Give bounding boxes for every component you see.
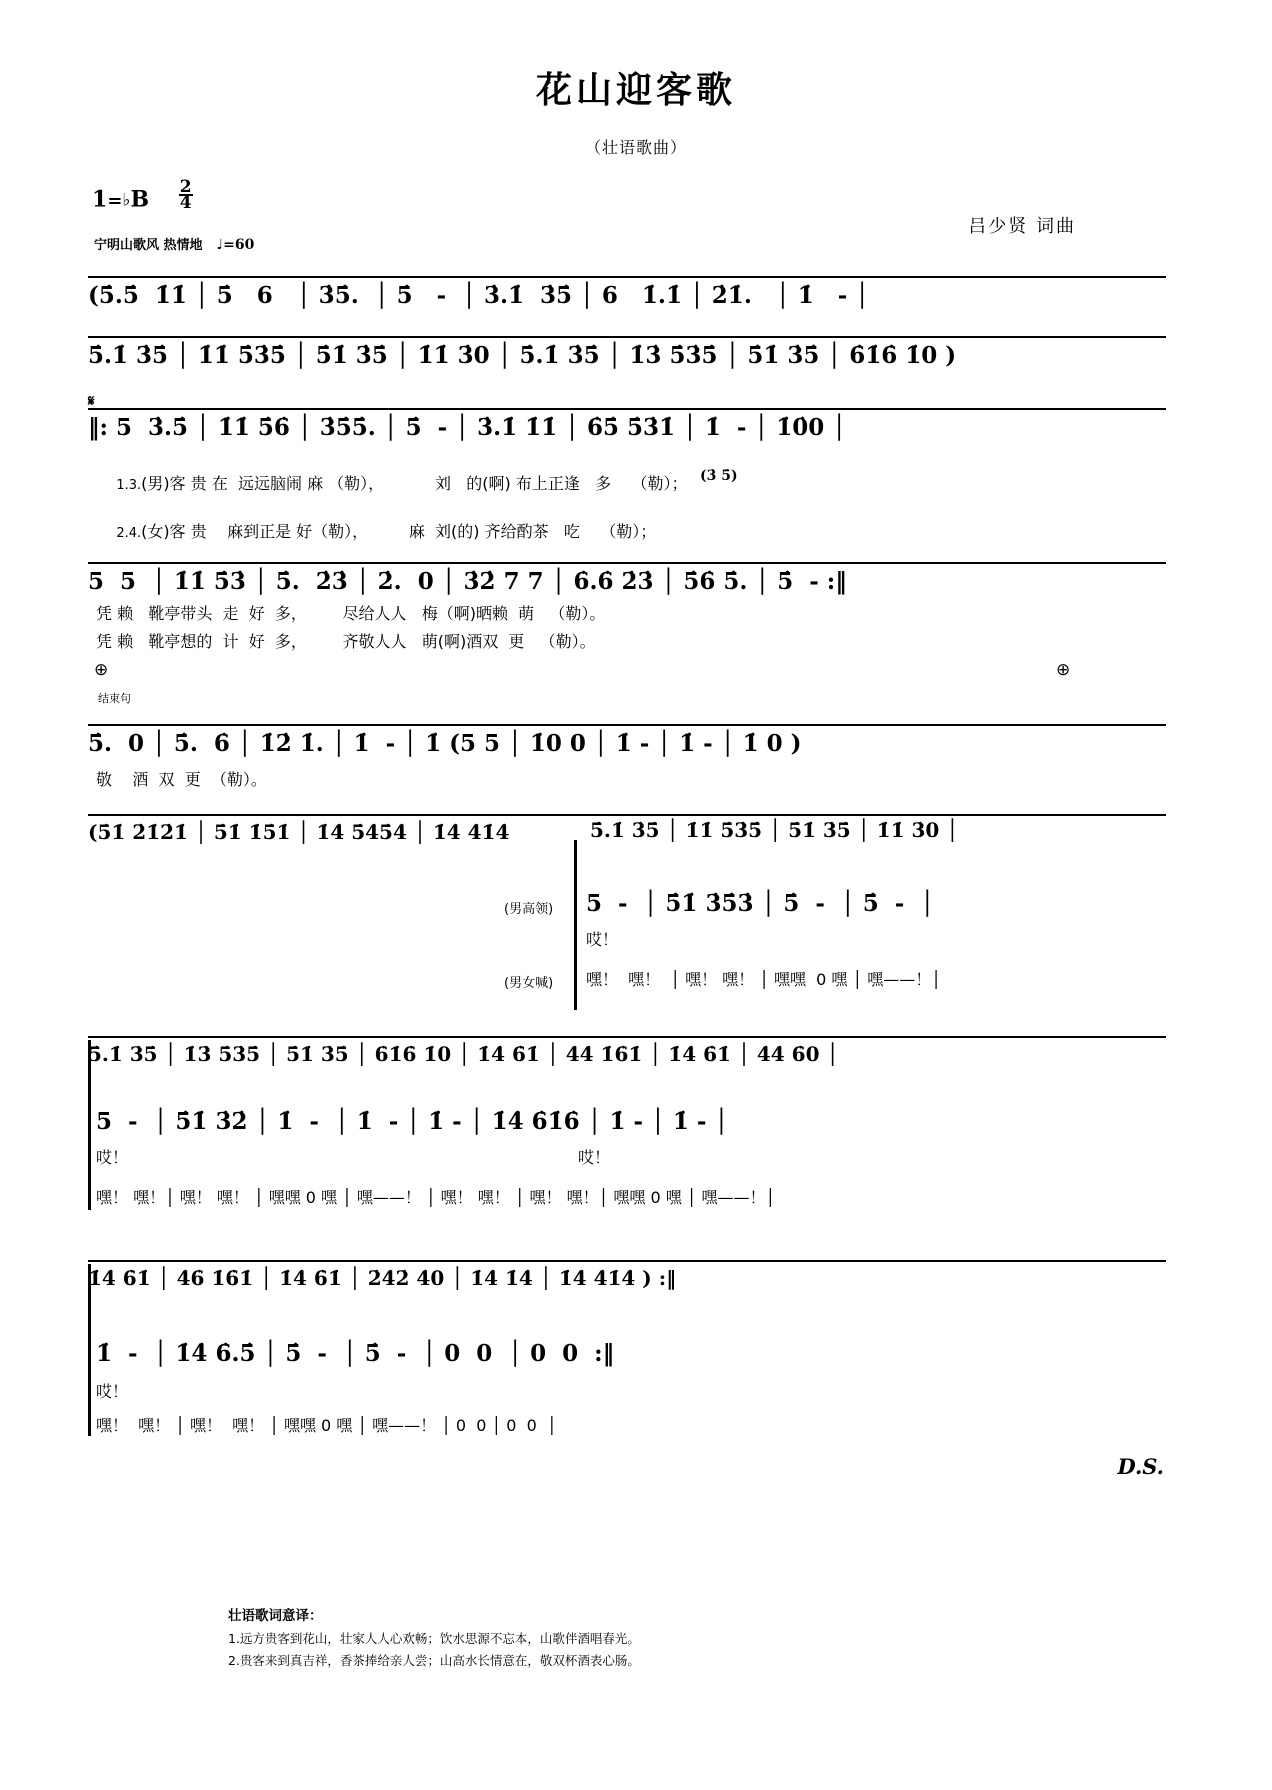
notes-chorus-2-mid: 1̇ - │ 1̇4̇ 6̇.5̇ │ 5̇ - │ 5̇ - │ 0 0 │ 0 0 :‖ — [96, 1340, 615, 1367]
sheet-music-page — [0, 62, 1272, 1790]
composer-credit: 吕少贤 词曲 — [968, 216, 1076, 237]
staff-rule — [88, 562, 1166, 564]
system-chorus-1 — [88, 1036, 1178, 1067]
notes-chorus-1-top: 5̇.1̇ 3̇5̇ │ 1̇3̇ 5̇3̇5̇ │ 5̇1̇ 3̇5̇ │ 6̇1̇6̇ 1̇0 │ 1̇4̇ 6̇1̇ │ 4̇4̇ 1̇6̇1̇ │ 1̇4̇ 6̇1̇ │ 4̇4̇ 6̇0 │ — [88, 1042, 839, 1066]
notes-verse-1: ‖: 5 3̇.5̇ │ 1̇1̇ 5̇6̇ │ 3̇5̇5̇. │ 5̇ - │ 3̇.1̇ 1̇1̇ │ 6̇5̇ 5̇3̇1̇ │ 1̇ - │ 1̇0̇0 │ — [88, 414, 847, 441]
notes-male-lead: 5 - │ 5̇1̇ 3̇5̇3̇ │ 5̇ - │ 5̇ - │ — [586, 890, 935, 917]
lyric-shout-2: 嘿！ 嘿！│ 嘿！ 嘿！ │ 嘿嘿 0 嘿 │ 嘿——！ │ 嘿！ 嘿！ │ 嘿！ 嘿！│ 嘿嘿 0 嘿 │ 嘿——！│ — [96, 1188, 776, 1207]
notes-line-2: 2.贵客来到真吉祥，香茶捧给亲人尝；山高水长情意在，敬双杯酒表心肠。 — [228, 1653, 640, 1669]
system-chorus-2 — [88, 1260, 1178, 1291]
lyric-ai-2: 哎！ — [578, 1148, 611, 1167]
system-verse-1 — [88, 408, 1178, 443]
key-equals: = — [107, 190, 123, 212]
time-signature — [179, 177, 193, 214]
tempo-marking: ♩=60 — [216, 237, 255, 253]
system-brace — [574, 840, 577, 1010]
notes-line-1: 1.远方贵客到花山，壮家人人心欢畅；饮水思源不忘本，山歌伴酒唱春光。 — [228, 1631, 640, 1647]
lyric-voice-label: (男) — [141, 474, 170, 493]
style-tempo-line — [94, 234, 254, 253]
lyric-row-4: 凭 赖 靴亭想的 计 好 多， 齐敬人人 萌(啊)酒双 更 （勒）。 — [96, 632, 596, 651]
small-ornament-notes: (3̇ 5̇) — [700, 468, 738, 484]
meter-bottom: 4 — [179, 193, 192, 214]
lyric-shout-3: 嘿！ 嘿！ │ 嘿！ 嘿！ │ 嘿嘿 0 嘿 │ 嘿——！ │ 0 0 │ 0 0 │ — [96, 1416, 557, 1435]
system-ending — [88, 724, 1178, 759]
lyric-row-2 — [96, 496, 656, 568]
lyric-shout-1: 嘿！ 嘿！ │ 嘿！ 嘿！ │ 嘿嘿 0 嘿 │ 嘿——！│ — [586, 970, 941, 989]
system-intro-1 — [88, 276, 1178, 311]
system-verse-2 — [88, 562, 1178, 597]
notes-chorus-2-top: 1̇4̇ 6̇1̇ │ 4̇6̇ 1̇6̇1̇ │ 1̇4̇ 6̇1̇ │ 2̇4̇2̇ 4̇0 │ 1̇4̇ 1̇4̇ │ 1̇4̇ 4̇1̇4̇ ) :‖ — [88, 1266, 677, 1290]
meter-top: 2 — [179, 177, 192, 197]
part-label-male-lead: (男高领) — [504, 902, 554, 917]
translation-notes — [228, 1605, 640, 1672]
staff-rule — [88, 1036, 1166, 1038]
lyric-text: 客 贵 麻到正是 好（勒）， 麻 刘(的) 齐给酌茶 吃 （勒）； — [169, 522, 657, 541]
coda-mark-right: ⊕ — [1056, 660, 1071, 680]
part-label-shout: (男女喊) — [504, 976, 554, 991]
staff-rule — [88, 276, 1166, 278]
notes-verse-2: 5 5 │ 1̇1̇ 5̇3̇ │ 5̇. 2̇3̇ │ 2̇. 0 │ 3̇2̇ 7 7 │ 6̇.6̇ 2̇3̇ │ 5̇6̇ 5̇. │ 5̇ - :‖ — [88, 568, 847, 595]
notes-chorus-1-mid: 5 - │ 5̇1̇ 3̇2̇ │ 1̇ - │ 1̇ - │ 1̇ - │ 1̇4̇ 6̇1̇6̇ │ 1̇ - │ 1̇ - │ — [96, 1108, 729, 1135]
notes-ending: 5̇. 0 │ 5̇. 6̇ │ 1̇2̇ 1̇. │ 1̇ - │ 1̇ (5 5 │ 1̇0 0 │ 1̇ - │ 1̇ - │ 1̇ 0 ) — [88, 730, 802, 757]
notes-intro-2: 5̇.1̇ 3̇5̇ │ 1̇1̇ 5̇3̇5̇ │ 5̇1̇ 3̇5̇ │ 1̇1̇ 3̇0 │ 5̇.1̇ 3̇5̇ │ 1̇3̇ 5̇3̇5̇ │ 5̇1̇ 3̇5̇ │ 6̇1̇6̇ 1̇0 ) — [88, 342, 957, 369]
lyric-ending: 敬 酒 双 更 （勒）。 — [96, 770, 267, 789]
notes-heading: 壮语歌词意译： — [228, 1607, 323, 1624]
lyric-row-3: 凭 赖 靴亭带头 走 好 多， 尽给人人 梅（啊)晒赖 萌 （勒）。 — [96, 604, 606, 623]
ending-phrase-label: 结束句 — [98, 692, 131, 705]
subtitle: （壮语歌曲） — [584, 138, 687, 157]
flat-symbol: ♭ — [122, 190, 131, 211]
staff-rule — [88, 724, 1166, 726]
staff-rule — [88, 1260, 1166, 1262]
lyric-voice-label: (女) — [141, 522, 170, 541]
staff-rule — [88, 814, 1166, 816]
notes-intro-1: (5̇.5̇ 1̇1̇ │ 5̇ 6 │ 3̇5̇. │ 5̇ - │ 3̇.1̇ 3̇5̇ │ 6 1̇.1̇ │ 2̇1̇. │ 1̇ - │ — [88, 282, 870, 309]
key-letter: B — [130, 186, 150, 213]
staff-rule — [88, 408, 1166, 410]
lyric-male-lead: 哎！ — [586, 930, 619, 949]
ds-mark: D.S. — [1117, 1454, 1164, 1479]
key-signature — [92, 177, 193, 214]
notes-interlude-left: (5̇1̇ 2̇1̇2̇1̇ │ 5̇1̇ 1̇5̇1̇ │ 1̇4̇ 5̇4̇5̇4̇ │ 1̇4̇ 4̇1̇4̇ — [88, 820, 510, 844]
coda-mark-left: ⊕ — [94, 660, 109, 680]
segno-mark: 𝄋 — [88, 392, 95, 410]
style-note: 宁明山歌风 热情地 — [94, 238, 203, 253]
lyric-text: 客 贵 在 远远脑闹 麻 （勒）， 刘 的(啊) 布上正逢 多 （勒）； — [169, 474, 688, 493]
key-number: 1 — [92, 186, 108, 213]
lyric-verse-number: 2.4. — [116, 526, 142, 541]
lyric-verse-number: 1.3. — [116, 478, 142, 493]
lyric-ai-3: 哎！ — [96, 1382, 129, 1401]
page-title: 花山迎客歌 — [535, 70, 736, 111]
system-intro-2 — [88, 336, 1178, 371]
notes-interlude-right: 5̇.1̇ 3̇5̇ │ 1̇1̇ 5̇3̇5̇ │ 5̇1̇ 3̇5̇ │ 1̇1̇ 3̇0 │ — [590, 818, 959, 842]
lyric-ai-1: 哎！ — [96, 1148, 129, 1167]
staff-rule — [88, 336, 1166, 338]
